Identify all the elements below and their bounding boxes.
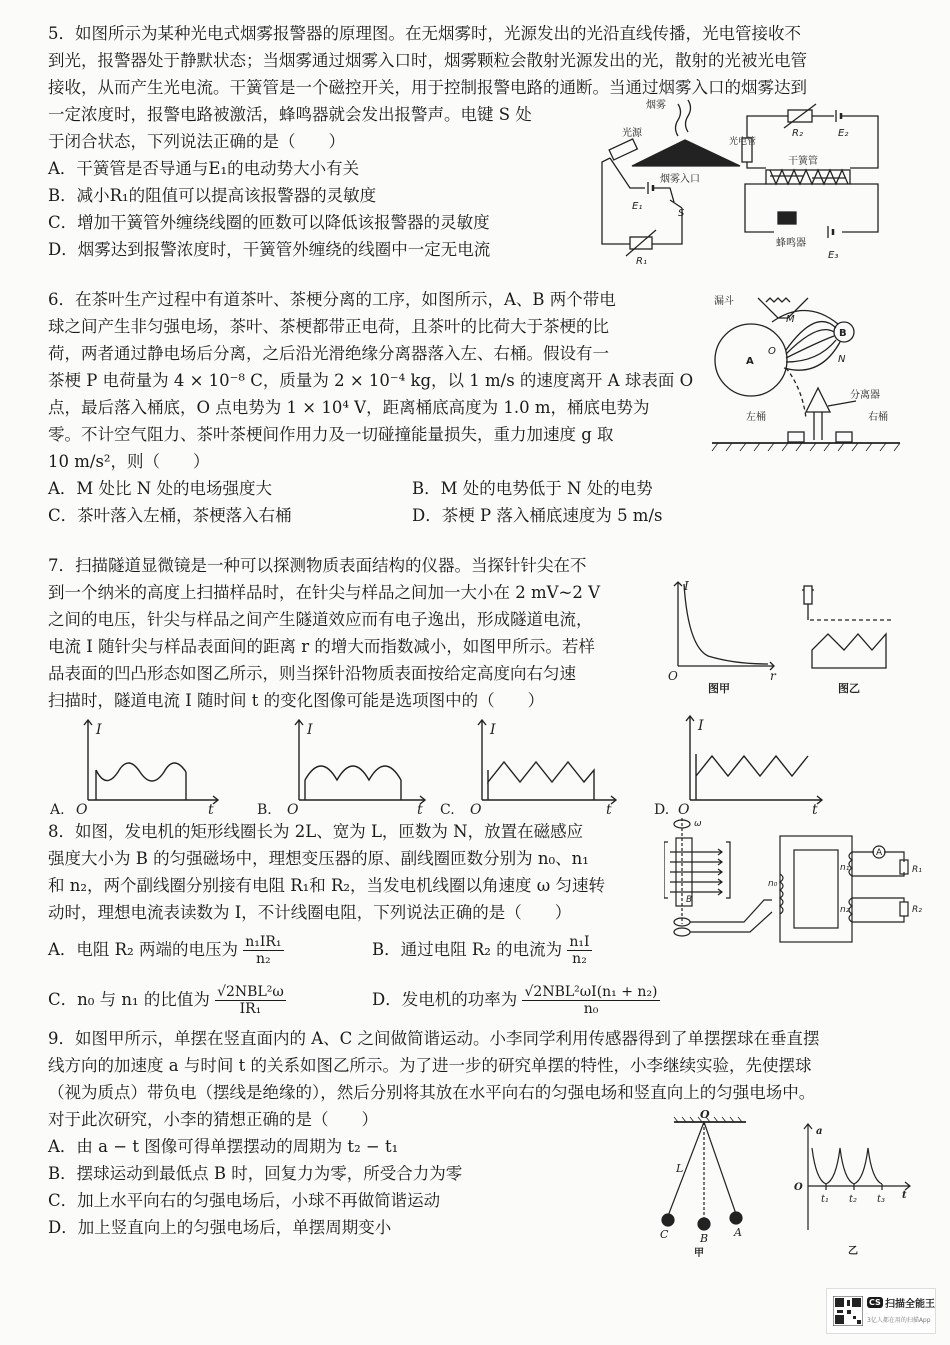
q9-option-d[interactable]: D．加上竖直向上的匀强电场后，单摆周期变小	[48, 1218, 392, 1237]
resistor-R2	[900, 902, 908, 916]
q6-line-6: 零。不计空气阻力、茶叶茶梗间作用力及一切碰撞能量损失，重力加速度 g 取	[48, 425, 614, 444]
c-origin: O	[470, 802, 482, 818]
magnet-right	[726, 842, 730, 898]
q6-line-3: 荷，两者通过静电场后分离，之后沿光滑绝缘分离器落入左、右桶。假设有一	[48, 344, 609, 363]
q5-line-3: 接收，从而产生光电流。干簧管是一个磁控开关，用于控制报警电路的通断。当通过烟雾入口的烟雾达到	[48, 78, 807, 97]
caption-jia: 甲	[694, 1248, 704, 1258]
q9-line-2: 线方向的加速度 a 与时间 t 的关系如图乙所示。为了进一步的研究单摆的特性，小李继续实验，先使摆球	[48, 1056, 812, 1075]
string-C	[668, 1122, 704, 1216]
q9-line-4: 对于此次研究，小李的猜想正确的是（ ）	[48, 1110, 378, 1129]
q6-line-5: 点，最后落入桶底，O 点电势为 1 × 10⁴ V，距离桶底高度为 1.0 m，桶底电势为	[48, 398, 650, 417]
label-R1: R₁	[912, 865, 922, 875]
q8-option-d-text: D．发电机的功率为	[372, 990, 518, 1009]
graph-axis-a: a	[816, 1126, 823, 1137]
label-R1: R₁	[636, 256, 647, 266]
b-axis-I: I	[307, 722, 313, 738]
a-curve	[96, 763, 186, 781]
q7-option-b-graph[interactable]	[255, 714, 445, 818]
label-O: O	[768, 346, 776, 357]
label-t2: t₂	[849, 1194, 858, 1205]
label-C: C	[660, 1228, 669, 1241]
c-axis-I: I	[490, 722, 496, 738]
q7-option-a-label: A.	[50, 802, 65, 818]
jia-caption: 图甲	[708, 682, 730, 695]
jia-origin: O	[668, 669, 678, 683]
q9-option-b[interactable]: B．摆球运动到最低点 B 时，回复力为零，所受合力为零	[48, 1164, 463, 1183]
q6-line-4: 茶梗 P 电荷量为 4 × 10⁻⁸ C，质量为 2 × 10⁻⁴ kg，以 1 m/s 的速度离开 A 球表面 O	[48, 371, 694, 390]
q8-option-a[interactable]	[48, 930, 284, 970]
label-sphere-B: B	[839, 328, 847, 339]
label-ammeter: A	[876, 848, 883, 858]
b-curve	[305, 766, 401, 780]
q8-option-a-fraction	[243, 934, 283, 967]
jia-decay-curve	[684, 584, 768, 664]
surface-profile	[812, 634, 886, 668]
q8-line-2: 强度大小为 B 的匀强磁场中，理想变压器的原、副线圈匝数分别为 n₀、n₁	[48, 849, 589, 868]
q9-line-1: 9．如图甲所示，单摆在竖直面内的 A、C 之间做简谐运动。小李同学利用传感器得到了单摆摆球在垂直摆	[48, 1029, 820, 1048]
a-t-curve	[812, 1148, 882, 1184]
q5-line-2: 到光，报警器处于静默状态；当烟雾通过烟雾入口时，烟雾颗粒会散射光源发出的光，散射的光被光电管	[48, 51, 807, 70]
q6-line-7: 10 m/s²，则（ ）	[48, 452, 210, 471]
label-E3: E₃	[828, 250, 839, 261]
q8-d-numerator: √2NBL²ωI(n₁ + n₂)	[524, 984, 658, 1000]
scanner-title: 扫描全能王	[885, 1299, 935, 1310]
d-curve	[696, 754, 808, 800]
graph-axis-t: t	[902, 1190, 907, 1201]
smoke-alarm-circuit-figure	[590, 96, 890, 266]
q8-option-a-text: A．电阻 R₂ 两端的电压为	[48, 940, 238, 959]
q7-line-1: 7．扫描隧道显微镜是一种可以探测物质表面结构的仪器。当探针针尖在不	[48, 556, 587, 575]
acceleration-graph-yi	[786, 1118, 916, 1258]
c-curve	[488, 762, 594, 800]
label-M: M	[786, 314, 795, 325]
label-left-bucket: 左桶	[746, 412, 766, 423]
q7-option-d-graph[interactable]	[652, 714, 842, 818]
q7-option-d-label: D.	[654, 802, 670, 818]
label-separator: 分离器	[850, 390, 880, 401]
label-A: A	[734, 1226, 742, 1239]
label-B: B	[700, 1232, 709, 1245]
smoke-curl-2	[686, 100, 691, 132]
q8-c-numerator: √2NBL²ω	[217, 984, 284, 1000]
q7-line-6: 扫描时，隧道电流 I 随时间 t 的变化图像可能是选项图中的（ ）	[48, 691, 545, 710]
figure-jia-current-vs-distance	[664, 576, 784, 696]
a-axis-t: t	[208, 802, 214, 818]
light-source-body	[609, 139, 637, 160]
q8-line-3: 和 n₂，两个副线圈分别接有电阻 R₁和 R₂，当发电机线圈以角速度 ω 匀速转	[48, 876, 605, 895]
q8-b-denominator: n₂	[572, 951, 587, 967]
label-n0: n₀	[768, 879, 778, 889]
q7-option-c-label: C.	[440, 802, 455, 818]
q7-line-5: 品表面的凹凸形态如图乙所示，则当探针沿物质表面按给定高度向右匀速	[48, 664, 576, 683]
field-lines	[670, 852, 722, 892]
yi-caption: 图乙	[838, 682, 860, 695]
label-E2: E₂	[838, 128, 849, 139]
q6-option-b[interactable]: B．M 处的电势低于 N 处的电势	[412, 479, 653, 498]
wire-left	[602, 158, 630, 244]
q6-line-2: 球之间产生非匀强电场，茶叶、茶梗都带正电荷，且茶叶的比荷大于茶梗的比	[48, 317, 609, 336]
probe-body	[804, 586, 812, 604]
q6-line-1: 6．在茶叶生产过程中有道茶叶、茶梗分离的工序，如图所示，A、B 两个带电	[48, 290, 616, 309]
q8-option-c-text: C．n₀ 与 n₁ 的比值为	[48, 990, 210, 1009]
label-n1: n₁	[840, 863, 850, 873]
q7-option-b-label: B.	[257, 802, 272, 818]
label-phototube-1: 光电管	[729, 137, 757, 147]
q8-line-1: 8．如图，发电机的矩形线圈长为 2L、宽为 L，匝数为 N，放置在磁感应	[48, 822, 584, 841]
scanner-subtitle: 3亿人都在用的扫描App	[867, 1317, 931, 1324]
q8-option-b[interactable]	[372, 930, 592, 970]
label-omega: ω	[694, 819, 702, 829]
q9-line-3: （视为质点）带负电（摆线是绝缘的），然后分别将其放在水平向右的匀强电场和竖直向上的匀强电场中。	[48, 1083, 816, 1102]
a-axis-I: I	[96, 722, 102, 738]
q8-c-denominator: IR₁	[239, 1001, 262, 1017]
q7-line-2: 到一个纳米的高度上扫描样品时，在针尖与样品之间加一大小在 2 mV~2 V	[48, 583, 601, 602]
q8-option-c[interactable]	[48, 980, 286, 1020]
a-origin: O	[76, 802, 88, 818]
label-L: L	[676, 1162, 684, 1175]
q5-option-a[interactable]: A．干簧管是否导通与E₁的电动势大小有关	[48, 159, 360, 178]
q8-b-numerator: n₁I	[569, 934, 590, 950]
q5-line-5: 于闭合状态，下列说法正确的是（ ）	[48, 132, 345, 151]
label-S: S	[678, 208, 685, 219]
d-origin: O	[678, 802, 690, 818]
q8-option-b-text: B．通过电阻 R₂ 的电流为	[372, 940, 563, 959]
q7-line-4: 电流 I 随针尖与样品表面间的距离 r 的增大而指数减小，如图甲所示。若样	[48, 637, 595, 656]
generator-transformer-figure	[664, 814, 926, 948]
scanner-badge: CS	[869, 1298, 881, 1307]
reed-coil	[770, 170, 848, 184]
q6-option-c[interactable]: C．茶叶落入左桶，茶梗落入右桶	[48, 506, 292, 525]
label-inlet: 烟雾入口	[660, 174, 700, 185]
q8-option-d[interactable]	[372, 980, 660, 1020]
q7-option-a-graph[interactable]	[48, 714, 248, 818]
q8-d-denominator: n₀	[583, 1001, 599, 1017]
label-funnel: 漏斗	[714, 296, 734, 307]
label-R2: R₂	[792, 128, 803, 139]
bob-A	[730, 1212, 742, 1224]
label-N: N	[838, 354, 846, 365]
separator	[806, 388, 830, 412]
q8-a-denominator: n₂	[256, 951, 271, 967]
caption-yi: 乙	[848, 1246, 858, 1257]
q5-option-c[interactable]: C．增加干簧管外缠绕线圈的匝数可以降低该报警器的灵敏度	[48, 213, 490, 232]
smoke-inlet-cone	[632, 140, 740, 166]
q5-line-4: 一定浓度时，报警电路被激活，蜂鸣器就会发出报警声。电键 S 处	[48, 105, 532, 124]
bob-B	[698, 1218, 710, 1230]
switch-S	[670, 200, 682, 208]
b-axis-t: t	[417, 802, 423, 818]
label-sphere-A: A	[746, 356, 754, 367]
q8-line-4: 动时，理想电流表读数为 I，不计线圈电阻，下列说法正确的是（ ）	[48, 903, 572, 922]
label-smoke: 烟雾	[646, 100, 666, 111]
figure-yi-surface-profile	[798, 576, 898, 696]
magnet-left	[664, 842, 668, 898]
scanner-watermark	[826, 1288, 936, 1334]
c-axis-t: t	[606, 802, 612, 818]
jia-axis-r: r	[770, 669, 776, 683]
label-B: B	[686, 895, 693, 905]
resistor-R1	[900, 860, 908, 874]
b-origin: O	[287, 802, 299, 818]
q9-option-a[interactable]: A．由 a − t 图像可得单摆摆动的周期为 t₂ − t₁	[48, 1137, 399, 1156]
label-n2: n₂	[840, 905, 850, 915]
q9-option-c[interactable]: C．加上水平向右的匀强电场后，小球不再做简谐运动	[48, 1191, 441, 1210]
q8-option-c-fraction	[215, 984, 286, 1017]
q7-option-c-graph[interactable]	[438, 714, 628, 818]
label-light-source: 光源	[622, 128, 642, 139]
q5-option-d[interactable]: D．烟雾达到报警浓度时，干簧管外缠绕的线圈中一定无电流	[48, 240, 491, 259]
bob-C	[662, 1214, 674, 1226]
q8-option-d-fraction	[522, 984, 659, 1017]
slip-ring-2	[674, 928, 690, 936]
left-bucket	[788, 432, 804, 442]
pendulum-figure-jia	[652, 1108, 772, 1258]
label-t3: t₃	[877, 1194, 886, 1205]
q6-option-d[interactable]: D．茶梗 P 落入桶底速度为 5 m/s	[412, 506, 663, 525]
right-bucket	[836, 432, 852, 442]
jia-axis-I: I	[684, 579, 689, 593]
tea-separator-figure	[706, 288, 906, 458]
label-t1: t₁	[821, 1194, 830, 1205]
q8-option-b-fraction	[567, 934, 591, 967]
label-buzzer: 蜂鸣器	[776, 238, 806, 249]
q5-line-1: 5．如图所示为某种光电式烟雾报警器的原理图。在无烟雾时，光源发出的光沿直线传播，光电管接收不	[48, 24, 801, 43]
q7-line-3: 之间的电压，针尖与样品之间产生隧道效应而有电子逸出，形成隧道电流，	[48, 610, 593, 629]
label-E1: E₁	[632, 201, 643, 212]
label-R2: R₂	[912, 905, 922, 915]
d-axis-t: t	[812, 802, 818, 818]
trajectory	[786, 368, 806, 418]
smoke-curl-1	[676, 104, 681, 136]
transformer-core	[780, 836, 852, 942]
q5-option-b[interactable]: B．减小R₁的阻值可以提高该报警器的灵敏度	[48, 186, 377, 205]
label-reed: 干簧管	[788, 156, 818, 167]
label-pivot-O: O	[700, 1108, 710, 1121]
q8-a-numerator: n₁IR₁	[245, 934, 282, 950]
buzzer	[778, 212, 796, 224]
string-A	[704, 1122, 736, 1214]
d-axis-I: I	[698, 718, 704, 734]
qr-code-icon	[833, 1296, 863, 1326]
q6-option-a[interactable]: A．M 处比 N 处的电场强度大	[48, 479, 272, 498]
graph-origin: O	[794, 1182, 803, 1193]
label-right-bucket: 右桶	[868, 412, 888, 423]
